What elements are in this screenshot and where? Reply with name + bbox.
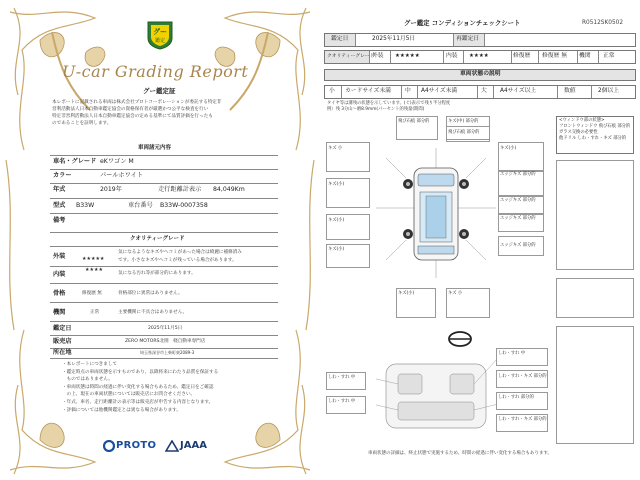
mileage-label: 走行距離計表示 — [158, 186, 202, 193]
mechanism-grade: 正常 — [90, 310, 100, 315]
proto-logo-icon — [103, 440, 115, 452]
legend-card: カードサイズ未満 — [345, 88, 391, 94]
damage-label: エッジキズ 部分的 — [500, 243, 536, 248]
interior-stars: ★★★★ — [85, 267, 103, 273]
intro-line: 特定非営利活動法人日本自動車鑑定協会の定める基準にて品質評価を行ったも — [52, 113, 213, 119]
proto-logo-text: PROTO — [116, 440, 157, 451]
mileage-value: 84,049Km — [213, 186, 245, 193]
model-label: 型式 — [53, 202, 66, 209]
footer-note: 車両状態の詳細は、終止状態で実施するため、時間の経過に伴い変化する場合もあります。 — [368, 451, 552, 456]
divider — [50, 183, 278, 184]
damage-label: キズ(小) — [328, 182, 345, 187]
divider — [50, 246, 278, 247]
chassis-value: B33W-0007358 — [160, 202, 208, 209]
divider — [50, 169, 278, 170]
address-label: 所在地 — [53, 349, 72, 356]
spec-header: 車両諸元内容 — [138, 145, 172, 151]
frame-label: 骨格 — [53, 290, 66, 297]
interior-label: 内装 — [53, 271, 66, 278]
cell-border — [355, 34, 356, 46]
int-label: 内装 — [446, 53, 458, 59]
inspection-date-value: 2025年11月5日 — [148, 326, 183, 331]
divider — [50, 302, 278, 303]
jaaa-logo-text: JAAA — [180, 440, 207, 451]
exterior-desc: です。小さなキズやヘコミが残っている場合があります。 — [118, 258, 237, 263]
intro-text — [52, 101, 284, 127]
tire-note: 例）残 3分山〜磨8.9mm(パーセント的残量(期間) — [327, 107, 425, 112]
footnote-line: ・年式、車名、走行距離計の表示等は販売店が申告する内容となります。 — [62, 399, 214, 405]
dealer-label: 販売店 — [53, 338, 72, 345]
footnote-line: ・鑑定時点の車両状態を示すものであり、以降将来にわたり品質を保証する — [62, 369, 219, 375]
windshield-title: <ウィンドウ部の状態> — [559, 118, 605, 123]
cell-border — [557, 86, 558, 98]
color-label: カラー — [53, 172, 72, 179]
footnote-line: ・本レポートにつきまして — [62, 362, 118, 367]
mechanism-label: 機関 — [53, 309, 66, 316]
exterior-stars: ★★★★★ — [82, 256, 105, 262]
header-date-value: 2025年11月5日 — [372, 36, 416, 42]
footnote-line: ・評価については他機関鑑定とは異なる場合があります。 — [62, 407, 181, 413]
chassis-label: 車台番号 — [128, 202, 153, 209]
legend-small: 小 — [329, 88, 335, 94]
cell-border — [598, 51, 599, 63]
ext-label: 外装 — [372, 53, 384, 59]
cell-border — [591, 86, 592, 98]
damage-label: エッジキズ 部分的 — [500, 198, 536, 203]
frame-desc: 骨格部位に異常はありません。 — [118, 291, 183, 296]
cell-border — [401, 86, 402, 98]
cell-border — [477, 86, 478, 98]
damage-label: キズ(小) — [500, 146, 517, 151]
cell-border — [341, 86, 342, 98]
exterior-label: 外装 — [53, 253, 66, 260]
footnotes — [62, 363, 282, 413]
steering-wheel-icon — [447, 330, 473, 348]
repair-label: 修復歴 — [513, 53, 531, 59]
header-date-label: 鑑定日 — [331, 36, 349, 42]
cell-border — [443, 51, 444, 63]
report-title: U-car Grading Report — [62, 62, 249, 81]
dealer-value: ZERO MOTORS北園 軽自動車専門店 — [125, 339, 206, 344]
quality-header: クオリティーグレード — [130, 236, 185, 242]
cell-border — [538, 51, 539, 63]
divider — [50, 335, 278, 336]
damage-label: キズ(中) 部分的 — [448, 119, 479, 124]
legend-large: 大 — [481, 88, 487, 94]
notes-label: 備考 — [53, 217, 66, 224]
cell-border — [390, 51, 391, 63]
cell-border — [417, 86, 418, 98]
int-stars: ★★★★ — [469, 53, 489, 59]
ext-stars: ★★★★★ — [395, 53, 420, 59]
legend-medium: 中 — [405, 88, 411, 94]
footnote-line: ・車両状態は時間の経過に伴い変化する場合もあるため、鑑定日をご確認 — [62, 384, 214, 390]
mechanism-desc: 主要機関に不具合はありません。 — [118, 310, 188, 315]
windshield-line: フロントウィンドウ 飛び石痕 部分的 — [559, 124, 631, 129]
divider — [50, 155, 278, 156]
divider — [50, 348, 278, 349]
damage-label: 飛び石痕 部分的 — [448, 130, 480, 135]
divider — [50, 198, 278, 199]
model-value: B33W — [76, 202, 95, 209]
frame-grade: 修復歴 無 — [82, 291, 102, 296]
cell-border — [463, 51, 464, 63]
intro-line: 営利活動法人日本自動車鑑定協会の資格保有者が厳選かつ公平な検査を行い — [52, 106, 209, 112]
car-name-label: 車名・グレード — [53, 158, 97, 165]
interior-notes-box — [556, 326, 634, 444]
state-header: 車両状態の説明 — [460, 71, 501, 77]
car-name-value: eKワゴン M — [100, 158, 134, 165]
year-value: 2019年 — [100, 186, 122, 193]
damage-label: キズ(小) — [398, 291, 415, 296]
footnote-line: ものではありません。 — [62, 377, 113, 383]
certificate-title: グー鑑定証 — [143, 87, 176, 95]
damage-label: キズ(小) — [328, 218, 345, 223]
svg-text:グー: グー — [153, 28, 167, 36]
exterior-desc: 気になるようなキズやヘコミがあった場合は綺麗に補修済み — [118, 250, 242, 255]
damage-label: エッジキズ 部分的 — [500, 216, 536, 221]
date-row — [324, 33, 636, 47]
damage-label: キズ 小 — [448, 291, 463, 296]
year-label: 年式 — [53, 186, 66, 193]
cell-border — [484, 34, 485, 46]
goo-kantei-badge-icon — [145, 20, 175, 50]
divider — [50, 358, 278, 359]
footnote-line: の上、現在の車両状態については販売店にお問合せください。 — [62, 392, 196, 398]
windshield-line: ガラス交換の必要性 — [559, 130, 598, 135]
legend-a4: A4サイズ未満 — [421, 88, 458, 94]
divider — [50, 283, 278, 284]
mech-value: 正常 — [603, 53, 615, 59]
divider — [50, 232, 278, 233]
mech-label: 機関 — [579, 53, 591, 59]
damage-box — [556, 160, 634, 270]
tire-note: タイヤ等は溝残の状態を示しています。(ぐ)表示で残り半分程度 — [327, 101, 451, 106]
divider — [50, 213, 278, 214]
windshield-line: 他ドリル しわ・すれ・キズ 部分的 — [559, 136, 627, 141]
interior-damage-label: しわ・すれ・キズ 部分的 — [498, 417, 547, 422]
damage-box — [556, 278, 634, 318]
repair-value: 修復歴 無 — [542, 53, 568, 59]
interior-damage-label: しわ・すれ 中 — [328, 375, 356, 380]
address-value: 埼玉県深谷市上柴町東2089-3 — [140, 350, 195, 355]
intro-line: のであることを証明します。 — [52, 120, 112, 126]
damage-label: キズ(小) — [328, 247, 345, 252]
cell-border — [577, 51, 578, 63]
interior-seat-diagram — [376, 354, 496, 434]
quality-label: クオリティーグレード — [327, 54, 375, 59]
inspection-date-label: 鑑定日 — [53, 325, 72, 332]
damage-label: 飛び石痕 部分的 — [398, 119, 430, 124]
intro-line: 本レポートに記載される車両は株式会社プロトコーポレーションが委託する特定非 — [52, 100, 222, 105]
color-value: パールホワイト — [100, 172, 144, 179]
legend-count: 数値 — [564, 88, 576, 94]
divider — [50, 321, 278, 322]
header-redate-label: 再鑑定日 — [456, 36, 480, 42]
legend-count2: 2個以上 — [598, 88, 620, 94]
interior-desc: 気になる汚れ等が部分的にあります。 — [118, 271, 196, 276]
interior-damage-label: しわ・すれ 部分的 — [498, 395, 534, 400]
legend-a4over: A4サイズ以上 — [500, 88, 537, 94]
condition-check-sheet — [320, 0, 640, 480]
car-top-view-diagram — [376, 148, 496, 278]
damage-label: エッジキズ 部分的 — [500, 172, 536, 177]
interior-damage-label: しわ・すれ・キズ 部分的 — [498, 374, 547, 379]
interior-damage-label: しわ・すれ 中 — [328, 399, 356, 404]
cell-border — [493, 86, 494, 98]
cell-border — [511, 51, 512, 63]
damage-label: キズ 小 — [328, 146, 343, 151]
svg-text:鑑定: 鑑定 — [154, 38, 166, 44]
interior-damage-label: しわ・すれ 中 — [498, 351, 526, 356]
jaaa-logo-icon — [165, 440, 179, 452]
sheet-title: グー鑑定 コンディションチェックシート — [404, 19, 521, 27]
sheet-id: R0512SK0502 — [582, 20, 624, 26]
